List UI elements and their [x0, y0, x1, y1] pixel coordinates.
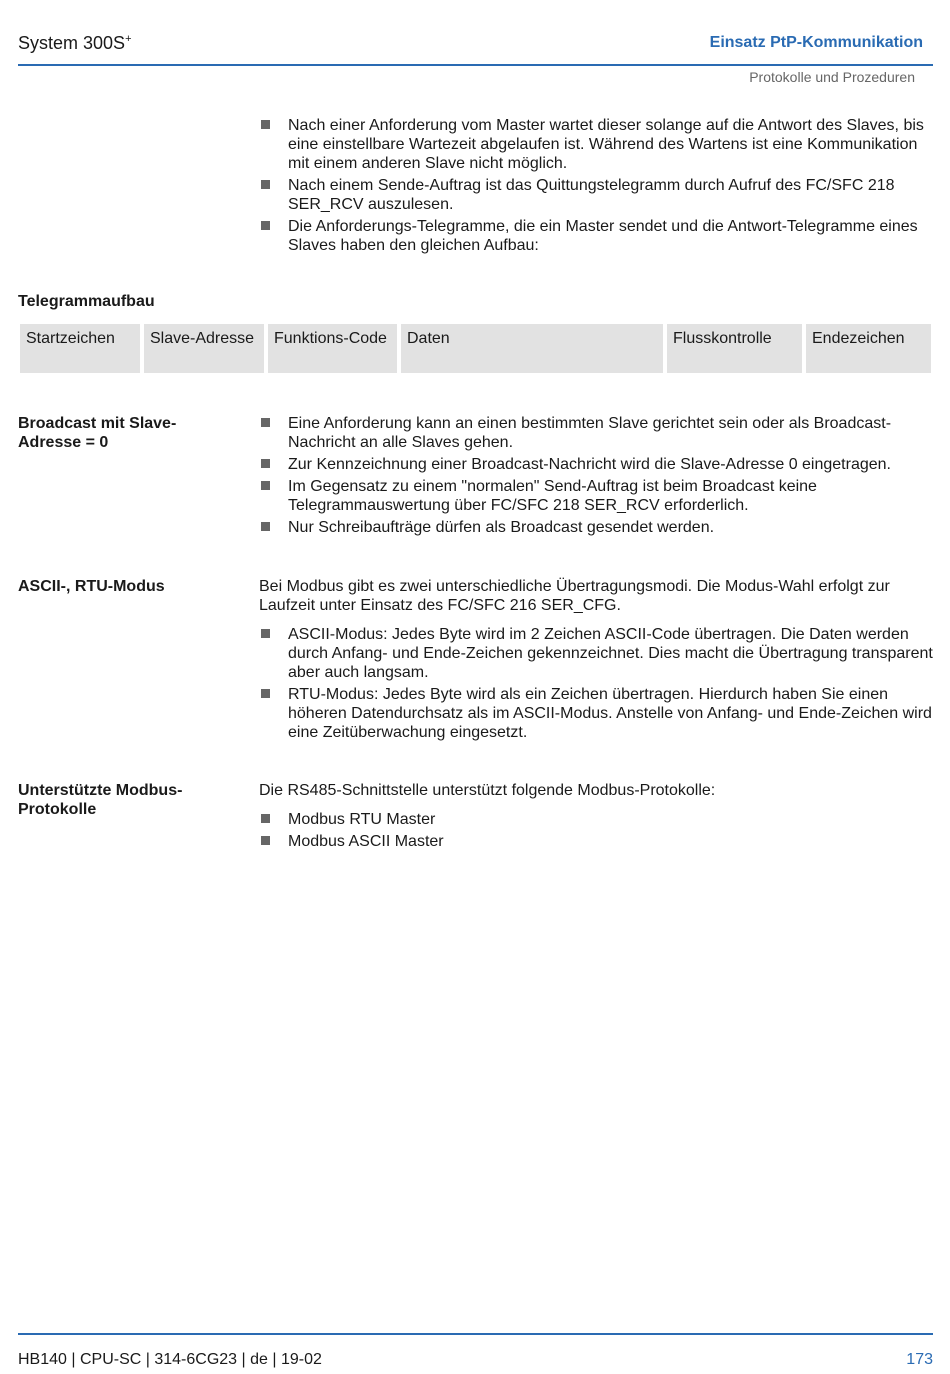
- list-item: Nach einer Anforderung vom Master wartet dieser solange auf die Antwort des Slaves, bis eine einstellbare Wartezeit abgelaufen ist. Während des Wartens ist eine Kommunikation mit einem anderen Slave nicht möglich.: [259, 116, 937, 173]
- header-chapter: Einsatz PtP-Kommunikation: [709, 34, 923, 51]
- ascii-rtu-heading: ASCII-, RTU-Modus: [18, 578, 165, 595]
- header-section: Protokolle und Prozeduren: [749, 69, 915, 85]
- supported-bullet-list: [259, 810, 937, 851]
- footer-divider: [18, 1333, 933, 1335]
- broadcast-bullet-list: [259, 414, 937, 537]
- header-divider: [18, 64, 933, 66]
- supported-heading: Unterstützte Modbus-Protokolle: [18, 782, 183, 818]
- list-item: Die Anforderungs-Telegramme, die ein Master sendet und die Antwort-Telegramme eines Slaves haben den gleichen Aufbau:: [259, 217, 937, 255]
- list-item: Eine Anforderung kann an einen bestimmten Slave gerichtet sein oder als Broadcast-Nachricht an alle Slaves gehen.: [259, 414, 937, 452]
- header-product: System 300S+: [18, 33, 132, 53]
- ascii-rtu-block: [259, 577, 937, 745]
- supported-block: [259, 781, 937, 854]
- intro-block: [259, 116, 937, 258]
- telegram-field-start: Startzeichen: [20, 324, 140, 373]
- broadcast-block: [259, 414, 937, 540]
- list-item: Modbus RTU Master: [259, 810, 937, 829]
- telegram-field-end: Endezeichen: [806, 324, 931, 373]
- list-item: Zur Kennzeichnung einer Broadcast-Nachricht wird die Slave-Adresse 0 eingetragen.: [259, 455, 937, 474]
- telegram-field-data: Daten: [401, 324, 663, 373]
- list-item: Nur Schreibaufträge dürfen als Broadcast gesendet werden.: [259, 518, 937, 537]
- intro-bullet-list: [259, 116, 937, 255]
- list-item: Modbus ASCII Master: [259, 832, 937, 851]
- list-item: Im Gegensatz zu einem "normalen" Send-Auftrag ist beim Broadcast keine Telegrammauswertung über FC/SFC 218 SER_RCV erforderlich.: [259, 477, 937, 515]
- telegram-field-function-code: Funktions-Code: [268, 324, 397, 373]
- telegram-field-flow-control: Flusskontrolle: [667, 324, 802, 373]
- footer-doc-ref: HB140 | CPU-SC | 314-6CG23 | de | 19-02: [18, 1351, 322, 1368]
- product-superscript: +: [125, 33, 132, 45]
- list-item: ASCII-Modus: Jedes Byte wird im 2 Zeichen ASCII-Code übertragen. Die Daten werden durch Anfang- und Ende-Zeichen gekennzeichnet. Dies macht die Übertragung transparent aber auch langsam.: [259, 625, 937, 682]
- ascii-rtu-bullet-list: [259, 625, 937, 742]
- page-number: 173: [906, 1351, 933, 1368]
- broadcast-heading: Broadcast mit Slave-Adresse = 0: [18, 415, 177, 451]
- list-item: Nach einem Sende-Auftrag ist das Quittungstelegramm durch Aufruf des FC/SFC 218 SER_RCV auszulesen.: [259, 176, 937, 214]
- telegram-structure-table: [18, 324, 933, 373]
- telegram-field-slave-address: Slave-Adresse: [144, 324, 264, 373]
- ascii-rtu-text: Bei Modbus gibt es zwei unterschiedliche Übertragungsmodi. Die Modus-Wahl erfolgt zur Laufzeit unter Einsatz des FC/SFC 216 SER_CFG.: [259, 578, 890, 614]
- supported-text: Die RS485-Schnittstelle unterstützt folgende Modbus-Protokolle:: [259, 782, 716, 799]
- list-item: RTU-Modus: Jedes Byte wird als ein Zeichen übertragen. Hierdurch haben Sie einen höheren Datendurchsatz als im ASCII-Modus. Anstelle von Anfang- und Ende-Zeichen wird eine Zeitüberwachung eingesetzt.: [259, 685, 937, 742]
- telegram-title: Telegrammaufbau: [18, 293, 155, 310]
